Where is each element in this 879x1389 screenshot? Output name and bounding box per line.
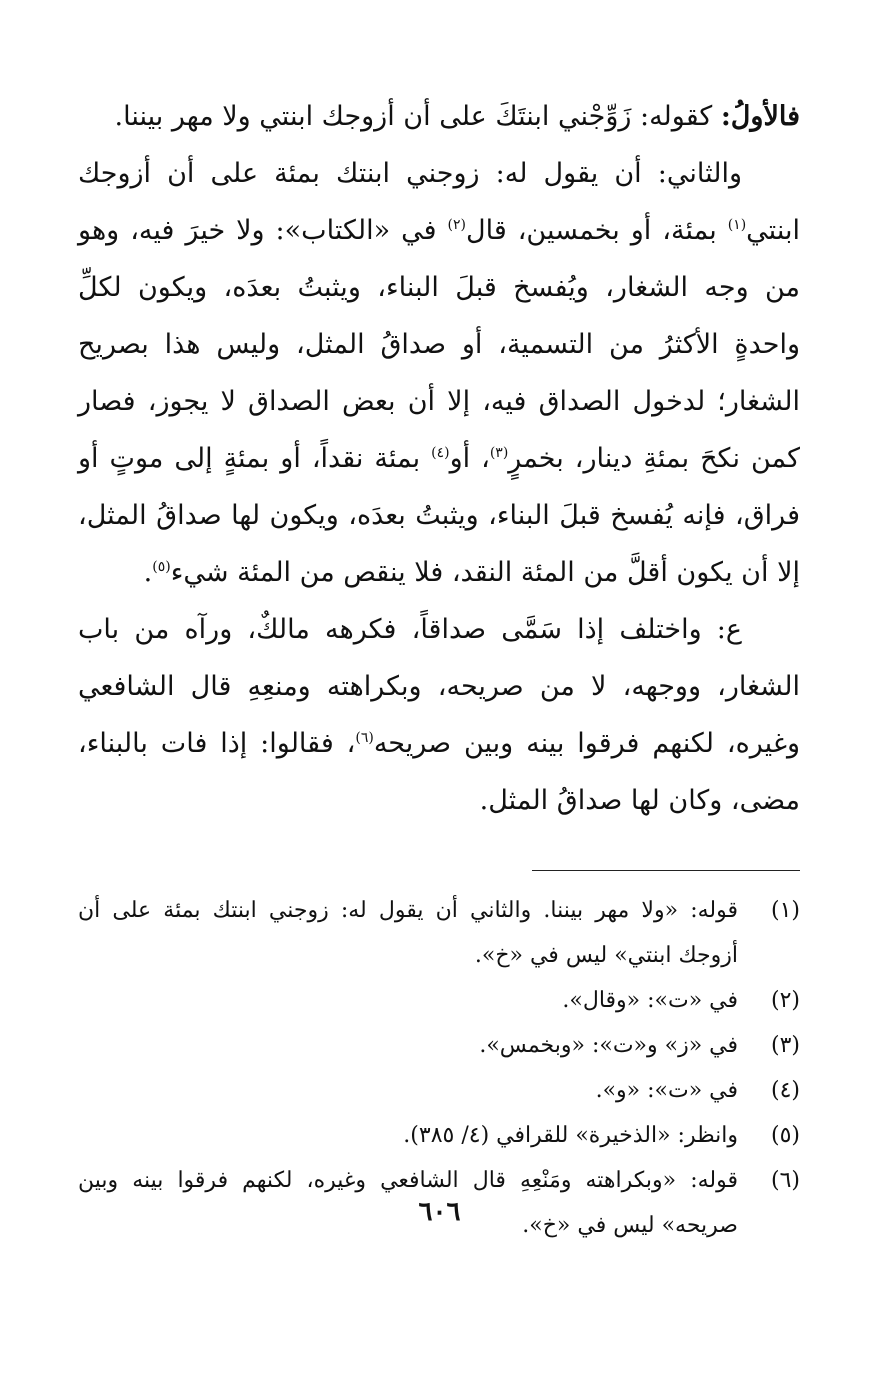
paragraph-2	[78, 145, 800, 601]
footnote-ref-4[interactable]: (٤)	[431, 445, 450, 461]
footnote-number: (٢)	[770, 988, 800, 1013]
page-number: ٦٠٦	[418, 1197, 461, 1227]
footnote-ref-2[interactable]: (٢)	[447, 217, 466, 233]
paragraph-text: بمئة، أو بخمسين، قال	[465, 215, 728, 246]
footnote-5	[78, 1113, 800, 1158]
footnote-3	[78, 1023, 800, 1068]
footnote-number: (٤)	[770, 1078, 800, 1103]
footnote-ref-1[interactable]: (١)	[727, 217, 747, 233]
paragraph-text: والثاني: أن يقول له: زوجني ابنتك بمئة على أن أزوجك ابنتي	[78, 158, 800, 246]
main-text	[78, 88, 800, 829]
footnote-text: قوله: «وبكراهته ومَنْعِهِ قال الشافعي وغيره، لكنهم فرقوا بينه وبين صريحه» ليس في «خ».	[78, 1168, 738, 1238]
paragraph-text: في «الكتاب»: ولا خيرَ فيه، وهو من وجه الشغار، ويُفسخ قبلَ البناء، ويثبتُ بعدَه، ويكون لكلِّ واحدةٍ الأكثرُ من التسمية، أو صداقُ المثل، وليس هذا بصريح الشغار؛ لدخول الصداق فيه، إلا أن بعض الصداق لا يجوز، فصار كمن نكحَ بمئةِ دينار، بخمرٍ	[78, 215, 800, 474]
paragraph-text: ، فقالوا: إذا فات بالبناء، مضى، وكان لها صداقُ المثل.	[78, 728, 800, 816]
footnote-text: في «ت»: «و».	[595, 1078, 738, 1103]
paragraph-3	[78, 601, 800, 829]
paragraph-text: ع: واختلف إذا سَمَّى صداقاً، فكرهه مالكٌ، ورآه من باب الشغار، ووجهه، لا من صريحه، وبكراهته ومنعِهِ قال الشافعي وغيره، لكنهم فرقوا بينه وبين صريحه	[78, 614, 800, 759]
footnote-ref-5[interactable]: (٥)	[152, 559, 171, 575]
footnote-text: قوله: «ولا مهر بيننا. والثاني أن يقول له: زوجني ابنتك بمئة على أن أزوجك ابنتي» ليس في «خ».	[78, 898, 738, 968]
paragraph-text: ، أو	[449, 443, 490, 474]
paragraph-text: كقوله: زَوِّجْني ابنتَكَ على أن أزوجك ابنتي ولا مهر بيننا.	[114, 101, 721, 132]
footnote-ref-6[interactable]: (٦)	[355, 730, 374, 746]
paragraph-1	[78, 88, 800, 145]
footnote-4	[78, 1068, 800, 1113]
footnote-number: (١)	[770, 898, 800, 923]
footnote-number: (٥)	[770, 1123, 800, 1148]
footnote-text: وانظر: «الذخيرة» للقرافي (٤/ ٣٨٥).	[403, 1123, 738, 1148]
footnote-divider	[532, 870, 800, 871]
footnote-text: في «ت»: «وقال».	[562, 988, 738, 1013]
footnote-text: في «ز» و«ت»: «وبخمس».	[479, 1033, 738, 1058]
footnote-number: (٦)	[770, 1168, 800, 1193]
paragraph-text: بمئة نقداً، أو بمئةٍ إلى موتٍ أو فراق، فإنه يُفسخ قبلَ البناء، ويثبتُ بعدَه، ويكون لها صداقُ المثل، إلا أن يكون أقلَّ من المئة النقد، فلا ينقص من المئة شيء	[78, 443, 800, 588]
footnote-2	[78, 978, 800, 1023]
footnote-number: (٣)	[770, 1033, 800, 1058]
footnotes	[78, 888, 800, 1248]
footnote-1	[78, 888, 800, 978]
paragraph-lead: فالأولُ:	[720, 101, 800, 132]
footnote-ref-3[interactable]: (٣)	[489, 445, 509, 461]
paragraph-text: .	[143, 557, 153, 588]
